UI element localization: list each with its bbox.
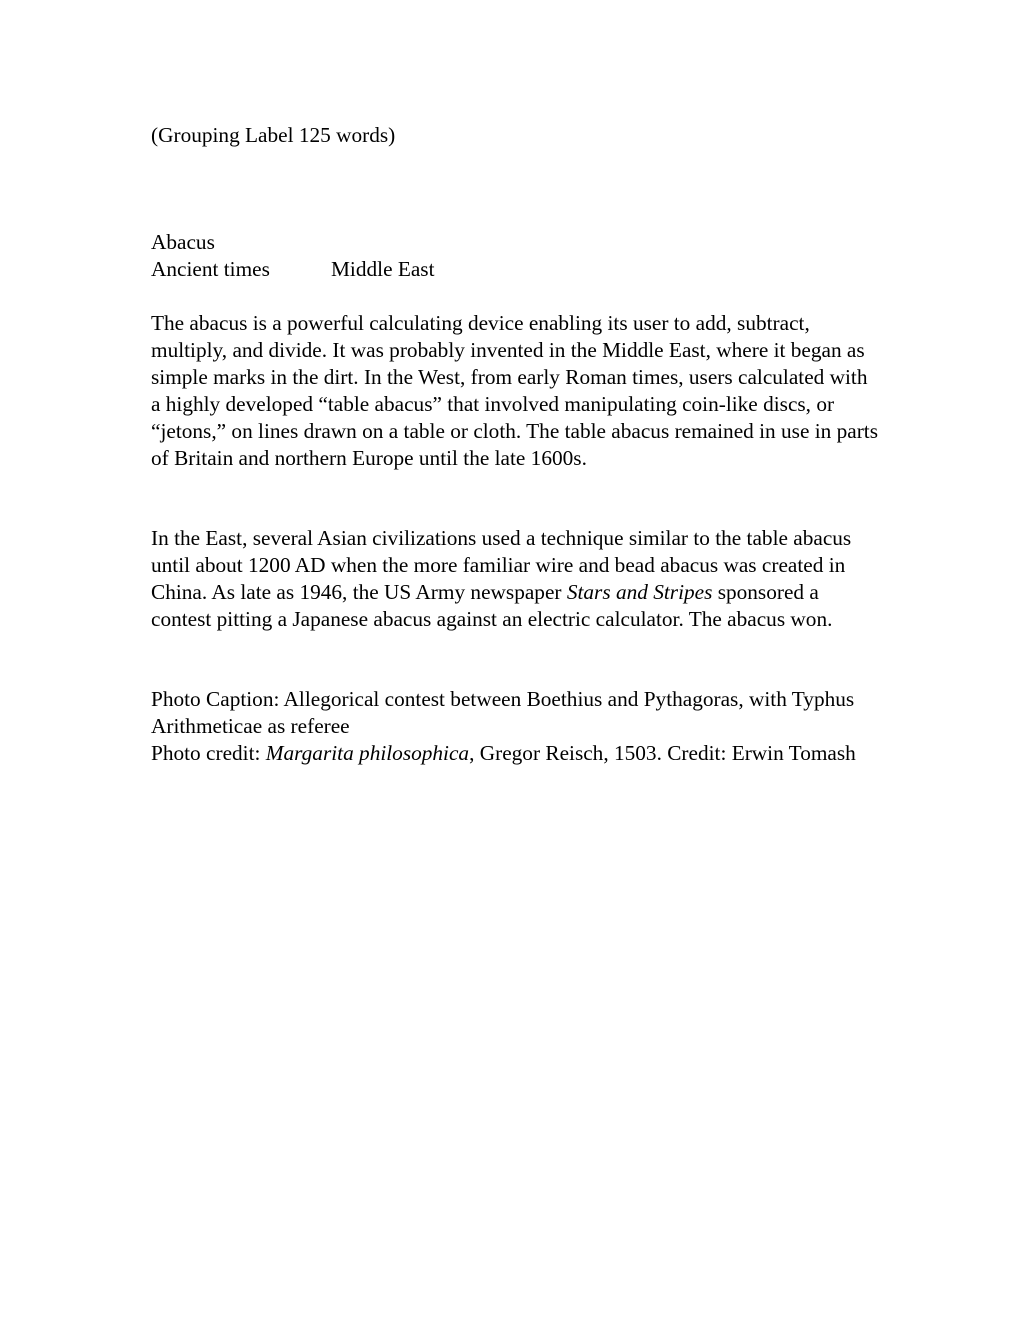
entry-region: Middle East [331,257,435,281]
newspaper-title: Stars and Stripes [566,580,713,604]
entry-era: Ancient times [151,257,270,281]
photo-credit [151,740,911,767]
grouping-label: (Grouping Label 125 words) [151,123,396,147]
photo-credit-prefix: Photo credit: [151,741,266,765]
photo-caption: Photo Caption: Allegorical contest between Boethius and Pythagoras, with Typhus Arithmeticae as referee [151,687,855,738]
entry-meta [151,256,881,283]
body-paragraph-2 [151,525,881,633]
paragraph-2-text-end: sponsored a contest pitting a Japanese abacus against an electric calculator. The abacus won. [151,580,833,631]
photo-credit-suffix: , Gregor Reisch, 1503. Credit: Erwin Tomash [469,741,856,765]
book-title: Margarita philosophica [265,741,470,765]
paragraph-2-text-start: In the East, several Asian civilizations used a technique similar to the table abacus until about 1200 AD when the more familiar wire and bead abacus was created in China. As late as 1946, the US Army newspaper [151,526,852,604]
body-paragraph-1: The abacus is a powerful calculating device enabling its user to add, subtract, multiply, and divide. It was probably invented in the Middle East, where it began as simple marks in the dirt. In the West, from early Roman times, users calculated with a highly developed “table abacus” that involved manipulating coin-like discs, or “jetons,” on lines drawn on a table or cloth. The table abacus remained in use in parts of Britain and northern Europe until the late 1600s. [151,311,879,470]
entry-title: Abacus [151,230,215,254]
